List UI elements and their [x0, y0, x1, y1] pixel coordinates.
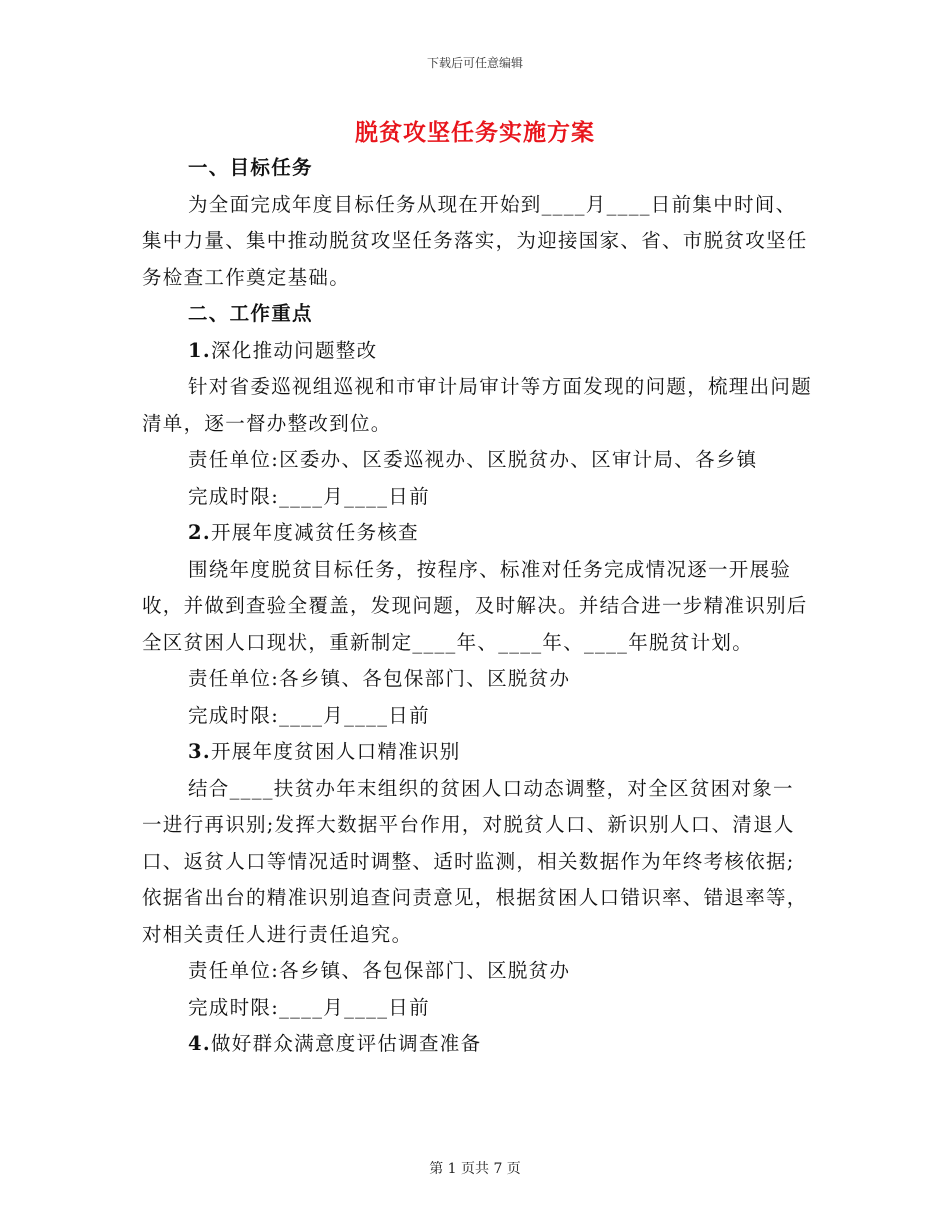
- deadline: 完成时限:____月____日前: [188, 995, 430, 1019]
- paragraph: 针对省委巡视组巡视和市审计局审计等方面发现的问题，梳理出问题清单，逐一督办整改到位。: [142, 375, 813, 435]
- section-heading-2: 二、工作重点: [188, 302, 313, 325]
- document-title: 脱贫攻坚任务实施方案: [355, 119, 595, 146]
- subheading-3: 3.开展年度贫困人口精准识别: [188, 740, 461, 763]
- section-heading-1: 一、目标任务: [188, 156, 313, 179]
- paragraph: 围绕年度脱贫目标任务，按程序、标准对任务完成情况逐一开展验收，并做到查验全覆盖，发现问题，及时解决。并结合进一步精准识别后全区贫困人口现状，重新制定____年、____年、____年脱贫计划。: [142, 557, 808, 654]
- deadline: 完成时限:____月____日前: [188, 484, 430, 508]
- paragraph: 为全面完成年度目标任务从现在开始到____月____日前集中时间、集中力量、集中推动脱贫攻坚任务落实，为迎接国家、省、市脱贫攻坚任务检查工作奠定基础。: [142, 192, 808, 289]
- responsible-unit: 责任单位:区委办、区委巡视办、区脱贫办、区审计局、各乡镇: [188, 448, 758, 471]
- page-footer: 第 1 页共 7 页: [429, 1161, 521, 1177]
- responsible-unit: 责任单位:各乡镇、各包保部门、区脱贫办: [188, 667, 571, 690]
- subheading-1: 1.深化推动问题整改: [188, 338, 378, 362]
- subheading-4: 4.做好群众满意度评估调查准备: [188, 1032, 482, 1055]
- subheading-2: 2.开展年度减贫任务核查: [188, 521, 419, 544]
- document-body: [142, 150, 812, 1063]
- page-header: 下载后可任意编辑: [426, 56, 523, 70]
- deadline: 完成时限:____月____日前: [188, 703, 430, 727]
- responsible-unit: 责任单位:各乡镇、各包保部门、区脱贫办: [188, 959, 571, 982]
- paragraph: 结合____扶贫办年末组织的贫困人口动态调整，对全区贫困对象一一进行再识别;发挥大数据平台作用，对脱贫人口、新识别人口、清退人口、返贫人口等情况适时调整、适时监测，相关数据作为年终考核依据;依据省出台的精准识别追查问责意见，根据贫困人口错识率、错退率等，对相关责任人进行责任追究。: [142, 776, 808, 946]
